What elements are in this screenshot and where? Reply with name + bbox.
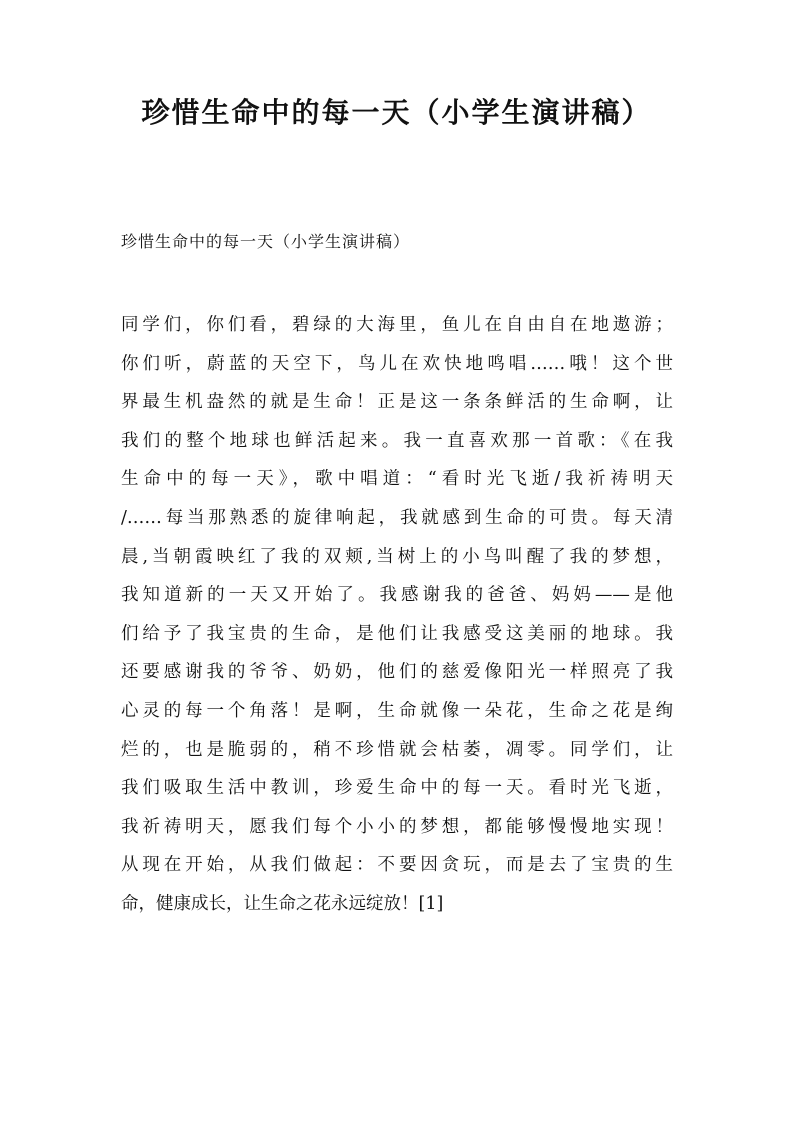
body-line: 们给予了我宝贵的生命，是他们让我感受这美丽的地球。我 [121, 623, 673, 644]
body-line: 你们听，蔚蓝的天空下，鸟儿在欢快地鸣唱……哦！这个世 [121, 353, 673, 374]
body-line: 我们的整个地球也鲜活起来。我一直喜欢那一首歌：《在我 [121, 430, 673, 451]
body-line: 我们吸取生活中教训，珍爱生命中的每一天。看时光飞逝， [121, 778, 673, 799]
body-line: 我祈祷明天，愿我们每个小小的梦想，都能够慢慢地实现！ [121, 816, 673, 837]
body-line: 还要感谢我的爷爷、奶奶，他们的慈爱像阳光一样照亮了我 [121, 662, 673, 683]
speech-body [121, 306, 673, 924]
body-line: 界最生机盎然的就是生命！正是这一条条鲜活的生命啊，让 [121, 392, 673, 413]
body-line: 心灵的每一个角落！是啊，生命就像一朵花，生命之花是绚 [121, 700, 673, 721]
body-line: 我知道新的一天又开始了。我感谢我的爸爸、妈妈——是他 [121, 585, 673, 606]
body-line: /……每当那熟悉的旋律响起，我就感到生命的可贵。每天清 [121, 507, 673, 528]
body-line: 命，健康成长，让生命之花永远绽放！[1] [121, 893, 444, 914]
body-line: 生命中的每一天》，歌中唱道：“看时光飞逝/我祈祷明天 [121, 469, 673, 490]
body-line: 同学们，你们看，碧绿的大海里，鱼儿在自由自在地遨游； [121, 315, 673, 335]
document-title: 珍惜生命中的每一天（小学生演讲稿） [141, 96, 652, 129]
body-line: 从现在开始，从我们做起：不要因贪玩，而是去了宝贵的生 [121, 855, 673, 876]
document-subtitle: 珍惜生命中的每一天（小学生演讲稿） [121, 232, 411, 251]
body-line: 晨,当朝霞映红了我的双颊,当树上的小鸟叫醒了我的梦想， [121, 546, 673, 567]
body-line: 烂的，也是脆弱的，稍不珍惜就会枯萎，凋零。同学们，让 [121, 739, 673, 760]
